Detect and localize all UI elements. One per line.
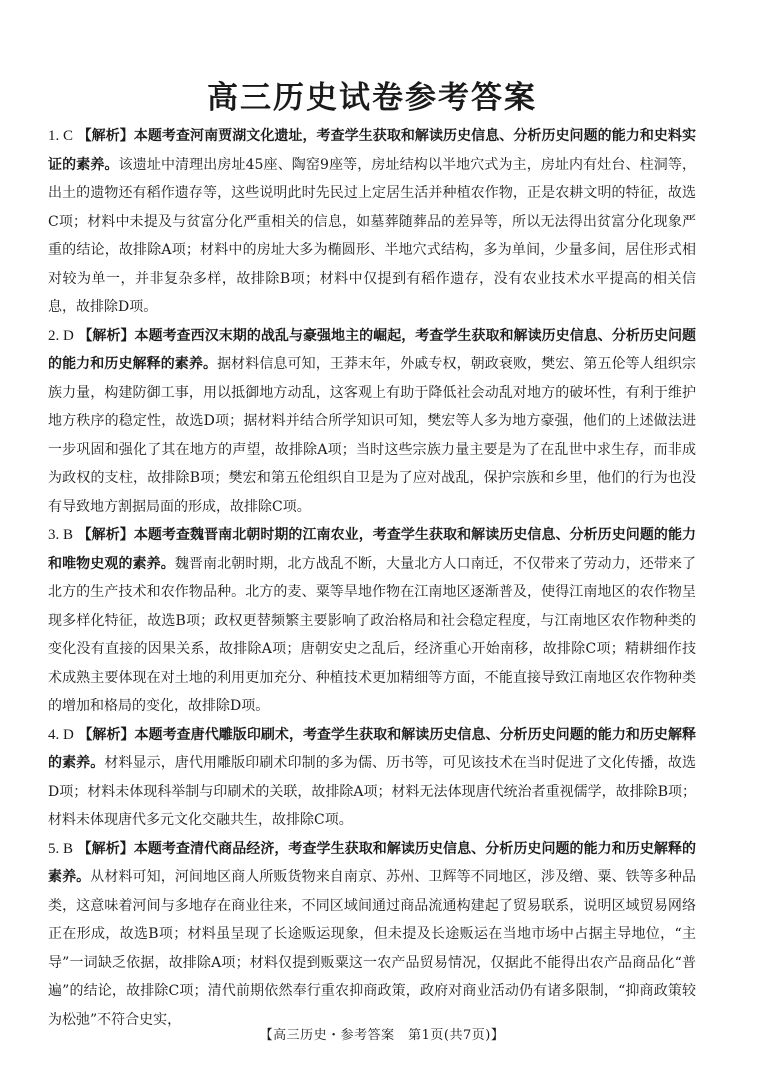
item-body: 该遗址中清理出房址45座、陶窑9座等，房址结构以半地穴式为主，房址内有灶台、柱洞等，出土的遗物还有稻作遗存等，这些说明此时先民过上定居生活并种植农作物，正是农耕文明的特征，故选C项；材料中未提及与贫富分化严重相关的信息，如墓葬随葬品的差异等，所以无法得出贫富分化现象严重的结论，故排除A项；材料中的房址大多为椭圆形、半地穴式结构，多为单间，少量多间，居住形式相对较为单一，并非复杂多样，故排除B项；材料中仅提到有稻作遗存，没有农业技术水平提高的相关信息，故排除D项。 <box>48 156 696 315</box>
answer-item-4 <box>48 721 696 835</box>
item-body: 魏晋南北朝时期，北方战乱不断，大量北方人口南迁，不仅带来了劳动力，还带来了北方的生产技术和农作物品种。北方的麦、粟等旱地作物在江南地区逐渐普及，使得江南地区的农作物呈现多样化特征，故选B项；政权更替频繁主要影响了政治格局和社会稳定程度，与江南地区农作物种类的变化没有直接的因果关系，故排除A项；唐朝安史之乱后，经济重心开始南移，故排除C项；精耕细作技术成熟主要体现在对土地的利用更加充分、种植技术更加精细等方面，不能直接导致江南地区农作物种类的增加和格局的变化，故排除D项。 <box>48 555 697 714</box>
item-number: 2. D <box>48 327 74 344</box>
analysis-tag: 【解析】 <box>77 128 134 144</box>
item-number: 3. B <box>48 527 74 543</box>
page-footer: 【高三历史・参考答案 第1页(共7页)】 <box>259 1028 505 1043</box>
item-number: 5. B <box>48 840 74 857</box>
item-body: 据材料信息可知，王莽末年，外戚专权，朝政衰败，樊宏、第五伦等人组织宗族力量，构建防御工事，用以抵御地方动乱，这客观上有助于降低社会动乱对地方的破坏性，有利于维护地方秩序的稳定性，故选D项；据材料并结合所学知识可知，樊宏等人多为地方豪强，他们的上述做法进一步巩固和强化了其在地方的声望，故排除A项；当时这些宗族力量主要是为了在乱世中求生存，而非成为政权的支柱，故排除B项；樊宏和第五伦组织自卫是为了应对战乱，保护宗族和乡里，他们的行为也没有导致地方割据局面的形成，故排除C项。 <box>48 356 697 515</box>
item-lead: 本题考查魏晋南北朝时期的江南农业，考查学生获取和解读历史信息、分析历史问题的能力和唯物史观的素养。 <box>48 527 697 572</box>
answer-item-3 <box>48 521 696 721</box>
answer-item-1 <box>48 122 696 322</box>
item-lead: 本题考查清代商品经济，考查学生获取和解读历史信息、分析历史问题的能力和历史解释的素养。 <box>48 840 697 885</box>
analysis-tag: 【解析】 <box>77 840 134 857</box>
item-body: 从材料可知，河间地区商人所贩货物来自南京、苏州、卫辉等不同地区，涉及缯、粟、铁等多种品类，这意味着河间与多地存在商业往来，不同区域间通过商品流通构建起了贸易联系，说明区域贸易网络正在形成，故选B项；材料虽呈现了长途贩运现象，但未提及长途贩运在当地市场中占据主导地位，“主导”一词缺乏依据，故排除A项；材料仅提到贩粟这一农产品贸易情况，仅据此不能得出农产品商品化“普遍”的结论，故排除C项；清代前期依然奉行重农抑商政策，政府对商业活动仍有诸多限制，“抑商政策较为松弛”不符合史实， <box>48 869 697 1028</box>
analysis-tag: 【解析】 <box>77 527 134 543</box>
item-lead: 本题考查唐代雕版印刷术，考查学生获取和解读历史信息、分析历史问题的能力和历史解释的素养。 <box>48 726 697 771</box>
item-number: 1. C <box>48 128 74 144</box>
answer-item-2 <box>48 322 696 522</box>
item-body: 材料显示，唐代用雕版印刷术印制的多为儒、历书等，可见该技术在当时促进了文化传播，故选D项；材料未体现科举制与印刷术的关联，故排除A项；材料无法体现唐代统治者重视儒学，故排除B项；材料未体现唐代多元文化交融共生，故排除C项。 <box>48 755 697 828</box>
analysis-tag: 【解析】 <box>78 327 135 344</box>
item-lead: 本题考查河南贾湖文化遗址，考查学生获取和解读历史信息、分析历史问题的能力和史料实证的素养。 <box>48 128 697 173</box>
page-title: 高三历史试卷参考答案 <box>207 80 537 116</box>
item-lead: 本题考查西汉末期的战乱与豪强地主的崛起，考查学生获取和解读历史信息、分析历史问题的能力和历史解释的素养。 <box>48 327 697 372</box>
answer-item-5 <box>48 835 696 1035</box>
item-number: 4. D <box>48 726 74 743</box>
answer-list <box>48 122 696 1034</box>
analysis-tag: 【解析】 <box>78 726 135 743</box>
